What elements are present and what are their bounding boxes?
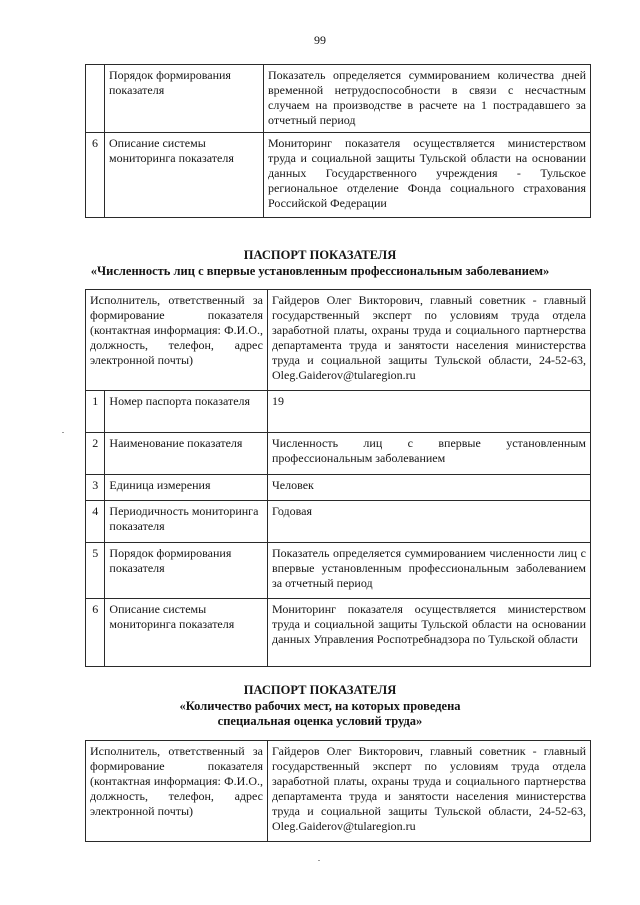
passport-subtitle: «Количество рабочих мест, на которых проведена (179, 699, 461, 713)
executor-value: Гайдеров Олег Викторович, главный советник - главный государственный эксперт по условиям труда отдела заработной платы, охраны труда и социального партнерства департамента труда и занятости населения министерства труда и социальной защиты Тульской области, 24-52-63, Oleg.Gaiderov@tularegion.ru (268, 741, 591, 842)
row-number: 5 (86, 543, 105, 599)
row-value: Мониторинг показателя осуществляется министерством труда и социальной защиты Тульской области на основании данных Управления Роспотребнадзора по Тульской области (268, 599, 591, 667)
row-number: 4 (86, 501, 105, 543)
executor-value: Гайдеров Олег Викторович, главный советник - главный государственный эксперт по условиям труда отдела заработной платы, охраны труда и социального партнерства департамента труда и занятости населения министерства труда и социальной защиты Тульской области, 24-52-63, Oleg.Gaiderov@tularegion.ru (268, 290, 591, 391)
page-number: 99 (314, 33, 326, 47)
executor-row (86, 741, 591, 842)
table-row (86, 501, 591, 543)
row-label: Порядок формирования показателя (105, 543, 268, 599)
scan-artifact (318, 860, 320, 861)
table-row (86, 599, 591, 667)
table-row (86, 65, 591, 133)
row-label: Описание системы мониторинга показателя (105, 133, 264, 218)
row-number (86, 65, 105, 133)
row-value: Мониторинг показателя осуществляется министерством труда и социальной защиты Тульской области на основании данных Государственного учреждения - Тульское региональное отделение Фонда социального страхования Российской Федерации (264, 133, 591, 218)
row-value: Годовая (268, 501, 591, 543)
row-label: Номер паспорта показателя (105, 391, 268, 433)
table-row (86, 433, 591, 475)
row-number: 6 (86, 133, 105, 218)
table-row (86, 543, 591, 599)
row-number: 3 (86, 475, 105, 501)
row-value: Показатель определяется суммированием количества дней временной нетрудоспособности в связи с несчастным случаем на производстве в расчете на 1 пострадавшего за отчетный период (264, 65, 591, 133)
executor-label: Исполнитель, ответственный за формирование показателя (контактная информация: Ф.И.О., должность, телефон, адрес электронной почты) (86, 290, 268, 391)
passport-title: ПАСПОРТ ПОКАЗАТЕЛЯ (243, 683, 397, 697)
passport-title: ПАСПОРТ ПОКАЗАТЕЛЯ (243, 248, 397, 262)
row-number: 1 (86, 391, 105, 433)
row-label: Единица измерения (105, 475, 268, 501)
passport-table-continued (85, 64, 591, 218)
row-value: Показатель определяется суммированием численности лиц с впервые установленным профессиональным заболеванием за отчетный период (268, 543, 591, 599)
executor-label: Исполнитель, ответственный за формирование показателя (контактная информация: Ф.И.О., должность, телефон, адрес электронной почты) (86, 741, 268, 842)
row-label: Наименование показателя (105, 433, 268, 475)
row-value: 19 (268, 391, 591, 433)
executor-row (86, 290, 591, 391)
row-label: Периодичность мониторинга показателя (105, 501, 268, 543)
table-row (86, 133, 591, 218)
scan-artifact (62, 432, 64, 433)
row-value: Человек (268, 475, 591, 501)
passport-subtitle: «Численность лиц с впервые установленным профессиональным заболеванием» (90, 264, 550, 278)
table-row (86, 475, 591, 501)
passport-table (85, 740, 591, 842)
row-number: 6 (86, 599, 105, 667)
row-label: Описание системы мониторинга показателя (105, 599, 268, 667)
row-value: Численность лиц с впервые установленным профессиональным заболеванием (268, 433, 591, 475)
row-label: Порядок формирования показателя (105, 65, 264, 133)
passport-subtitle: специальная оценка условий труда» (217, 714, 423, 728)
table-row (86, 391, 591, 433)
passport-table (85, 289, 591, 667)
row-number: 2 (86, 433, 105, 475)
